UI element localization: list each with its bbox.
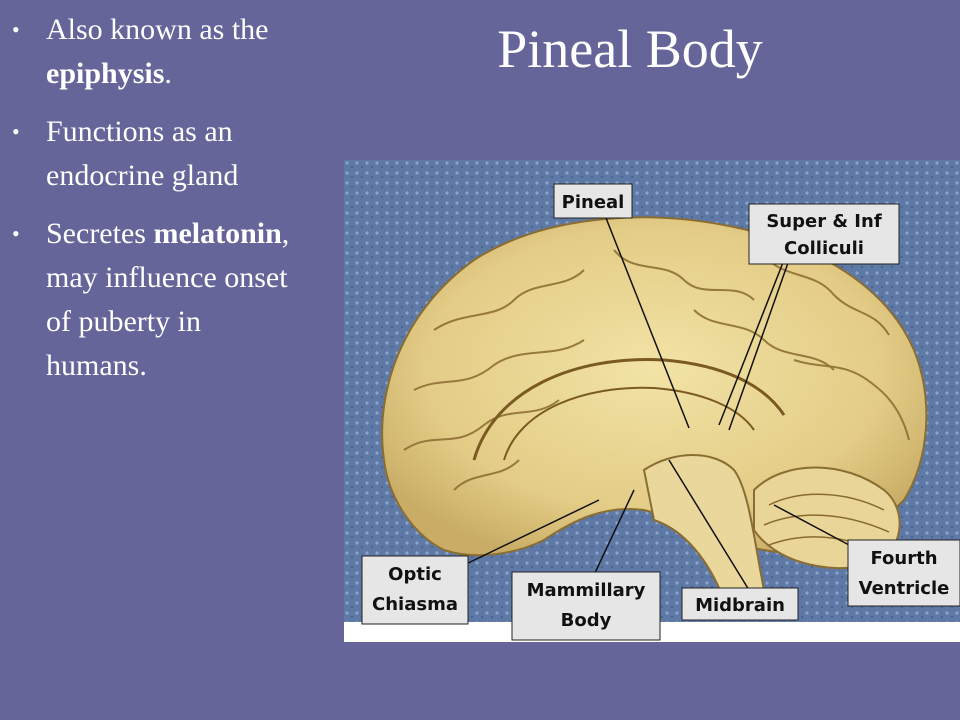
slide-title: Pineal Body <box>497 19 763 79</box>
label-colliculi-line1: Super & Inf <box>766 211 882 232</box>
bullet-item <box>8 8 298 96</box>
bullet-dot-icon: • <box>12 17 20 42</box>
bullet-dot-icon: • <box>12 119 20 144</box>
label-midbrain <box>682 588 798 620</box>
label-pineal-text: Pineal <box>561 192 625 213</box>
bullet-text-end: , may influence onset of puberty in humans. <box>46 217 290 382</box>
bullet-bold: melatonin <box>153 217 282 250</box>
label-fourth-ventricle <box>848 540 960 606</box>
label-mammillary-line2: Body <box>560 610 612 631</box>
bullet-item <box>8 212 298 388</box>
label-colliculi <box>749 204 899 264</box>
bullet-dot-icon: • <box>12 221 20 246</box>
bullet-text: Also known as the <box>46 13 269 46</box>
label-optic-line2: Chiasma <box>372 594 458 615</box>
bullet-text: Secretes <box>46 217 154 250</box>
label-fourth-line1: Fourth <box>870 548 938 569</box>
label-colliculi-line2: Colliculi <box>784 238 864 259</box>
label-optic-chiasma <box>362 556 468 624</box>
label-optic-line1: Optic <box>388 564 442 585</box>
label-mammillary-body <box>512 572 660 640</box>
bullet-list <box>8 8 298 402</box>
bullet-text: Functions as an endocrine gland <box>46 115 239 192</box>
brain-diagram <box>344 160 960 642</box>
label-fourth-line2: Ventricle <box>858 578 950 599</box>
bullet-item <box>8 110 298 198</box>
label-midbrain-text: Midbrain <box>695 595 785 616</box>
bullet-text-end: . <box>164 57 172 90</box>
brain-figure <box>344 160 960 642</box>
bullet-bold: epiphysis <box>46 57 165 90</box>
label-pineal <box>554 184 632 218</box>
label-mammillary-line1: Mammillary <box>526 580 646 601</box>
